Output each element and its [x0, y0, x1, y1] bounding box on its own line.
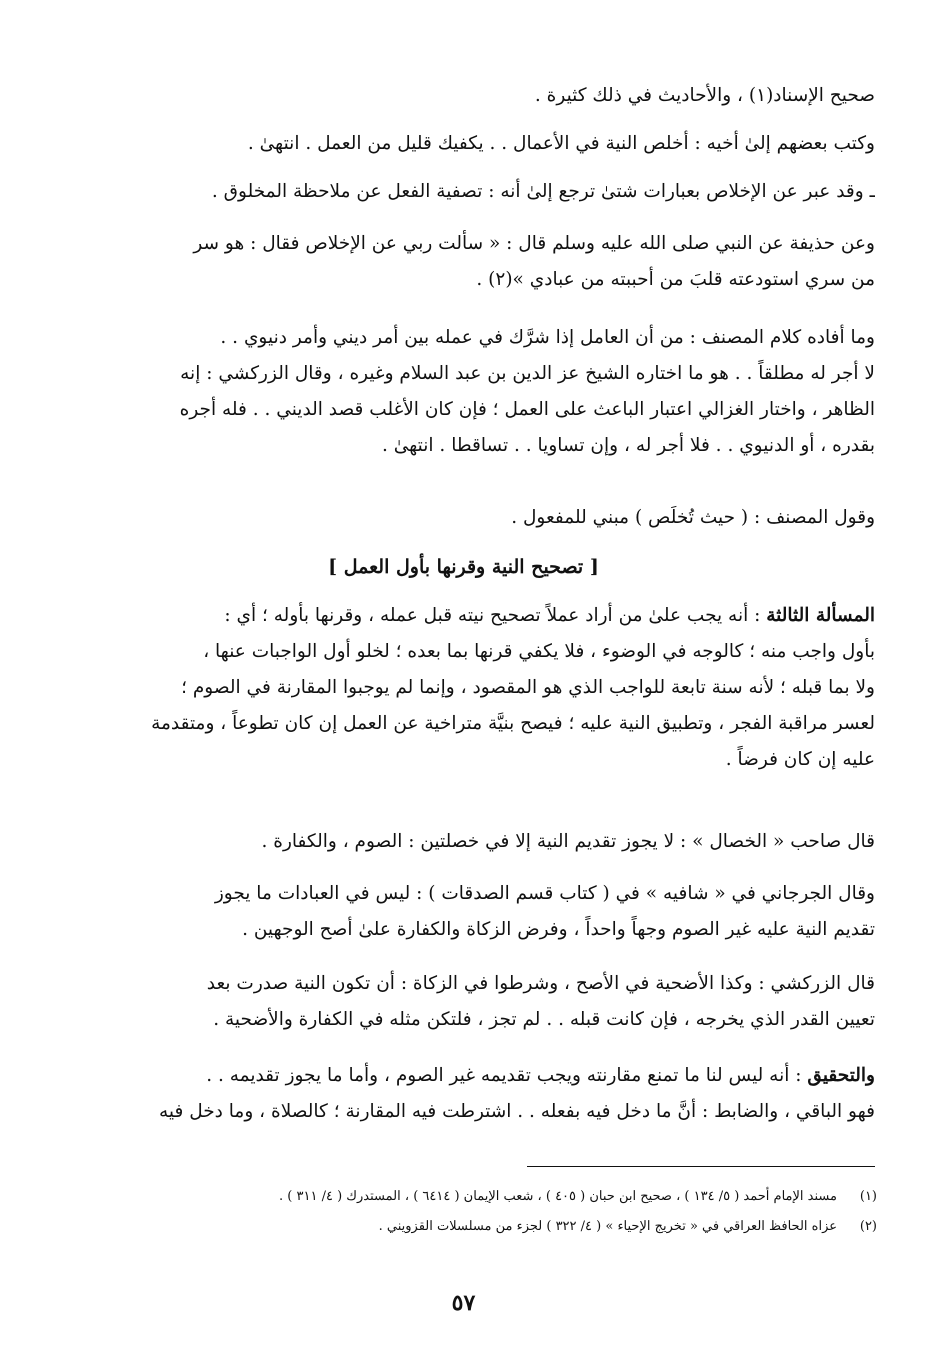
text-line [45, 598, 875, 634]
text-line: صحيح الإسناد(١) ، والأحاديث في ذلك كثيرة . [534, 85, 875, 106]
paragraph-4 [45, 226, 875, 298]
text-line: ولا بما قبله ؛ لأنه سنة تابعة للواجب الذي هو المقصود ، وإنما لم يوجبوا المقارنة في الصوم ؛ [181, 677, 875, 698]
text-line: الظاهر ، واختار الغزالي اعتبار الباعث على العمل ؛ فإن كان الأغلب قصد الديني . . فله أجره [179, 399, 875, 420]
text-line: قال الزركشي : وكذا الأضحية في الأصح ، وشرطوا في الزكاة : أن تكون النية صدرت بعد [206, 973, 875, 994]
tahqiq-lead: والتحقيق [807, 1065, 875, 1086]
footnote-text: عزاه الحافظ العراقي في « تخريج الإحياء » ( ٤/ ٣٢٢ ) لجزء من مسلسلات القزويني . [378, 1219, 837, 1234]
paragraph-5 [45, 320, 875, 464]
section-issue-three [45, 598, 875, 778]
text-line: لعسر مراقبة الفجر ، وتطبيق النية عليه ؛ فيصح بنيَّة متراخية عن العمل إن كان تطوعاً ، ومتقدمة [151, 713, 875, 734]
text-line: عليه إن كان فرضاً . [725, 749, 875, 770]
paragraph-zarkashi [45, 966, 875, 1038]
text-line: وما أفاده كلام المصنف : من أن العامل إذا شرَّك في عمله بين أمر ديني وأمر دنيوي . . [220, 327, 875, 348]
text-line: وقال الجرجاني في « شافيه » في ( كتاب قسم الصدقات ) : ليس في العبادات ما يجوز [214, 883, 875, 904]
footnote-2 [47, 1216, 877, 1238]
footnote-text: مسند الإمام أحمد ( ٥/ ١٣٤ ) ، صحيح ابن حبان ( ٤٠٥ ) ، شعب الإيمان ( ٦٤١٤ ) ، المستدرك ( ٤/ ٣١١ ) . [279, 1189, 837, 1204]
text-line: وعن حذيفة عن النبي صلى الله عليه وسلم قال : « سألت ربي عن الإخلاص فقال : هو سر [193, 233, 875, 254]
paragraph-2 [45, 126, 875, 162]
paragraph-khisal [45, 824, 875, 860]
paragraph-jurjani [45, 876, 875, 948]
page-number: ٥٧ [451, 1290, 476, 1316]
paragraph-6 [45, 500, 875, 536]
tahqiq-lead-text: : أنه ليس لنا ما تمنع مقارنته ويجب تقديمه غير الصوم ، وأما ما يجوز تقديمه . . [206, 1065, 802, 1086]
text-line: تعيين القدر الذي يخرجه ، فإن كانت قبله . . لم تجز ، فلتكن مثله في الكفارة والأضحية . [213, 1009, 875, 1030]
section-lead-text: : أنه يجب علىٰ من أراد عملاً تصحيح نيته قبل عمله ، وقرنها بأوله ؛ أي : [224, 605, 761, 626]
text-line: بقدره ، أو الدنيوي . . فلا أجر له ، وإن تساويا . . تساقطا . انتهىٰ . [381, 435, 875, 456]
section-heading: [ تصحيح النية وقرنها بأول العمل ] [328, 556, 599, 578]
paragraph-1 [45, 78, 875, 114]
paragraph-3 [45, 174, 875, 210]
text-line: قال صاحب « الخصال » : لا يجوز تقديم النية إلا في خصلتين : الصوم ، والكفارة . [261, 831, 875, 852]
text-line: لا أجر له مطلقاً . . هو ما اختاره الشيخ عز الدين بن عبد السلام وغيره ، وقال الزركشي : إنه [180, 363, 875, 384]
footnote-separator [527, 1166, 875, 1167]
text-line: من سري استودعته قلبَ من أحببته من عبادي »(٢) . [476, 269, 875, 290]
text-line: بأول واجب منه ؛ كالوجه في الوضوء ، فلا يكفي قرنها بما بعده ؛ لخلو أول الواجبات عنها ، [203, 641, 875, 662]
text-line: ـ وقد عبر عن الإخلاص بعبارات شتىٰ ترجع إلىٰ أنه : تصفية الفعل عن ملاحظة المخلوق . [211, 181, 875, 202]
text-line: وقول المصنف : ( حيث تُخلَص ) مبني للمفعول . [511, 507, 875, 528]
text-line: وكتب بعضهم إلىٰ أخيه : أخلص النية في الأعمال . . يكفيك قليل من العمل . انتهىٰ . [247, 133, 875, 154]
text-line [45, 1058, 875, 1094]
footnote-1 [47, 1186, 877, 1208]
footnote-number: (١) [859, 1189, 877, 1204]
text-line: فهو الباقي ، والضابط : أنَّ ما دخل فيه بفعله . . اشترطت فيه المقارنة ؛ كالصلاة ، وما دخل فيه [159, 1101, 875, 1122]
paragraph-tahqiq [45, 1058, 875, 1130]
text-line: تقديم النية عليه غير الصوم وجهاً واحداً ، وفرض الزكاة والكفارة علىٰ أصح الوجهين . [242, 919, 875, 940]
section-lead: المسألة الثالثة [766, 605, 875, 626]
footnote-number: (٢) [859, 1219, 877, 1234]
